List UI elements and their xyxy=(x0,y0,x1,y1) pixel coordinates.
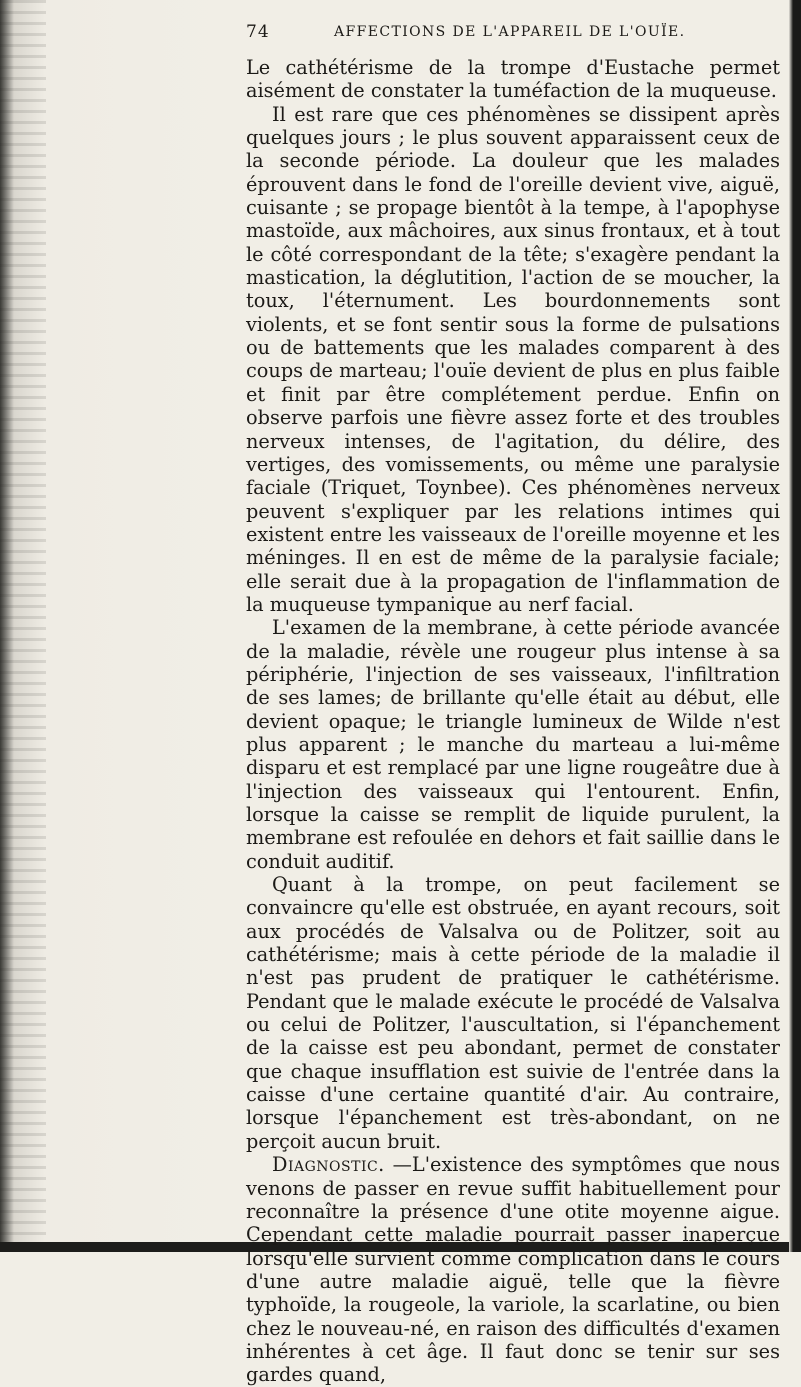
page-edge xyxy=(789,0,801,1252)
book-page xyxy=(246,20,780,1387)
paragraph: Le cathétérisme de la trompe d'Eustache permet aisément de constater la tuméfaction de la muqueuse. xyxy=(246,56,780,103)
page-header xyxy=(246,20,780,46)
binding-shadow xyxy=(0,0,46,1252)
page-number: 74 xyxy=(246,22,270,42)
diagnostic-text: —L'existence des symptômes que nous venons de passer en revue suffit habituellement pour reconnaître la présence d'une otite moyenne aigue. Cependant cette maladie pourrait passer inaperçue lorsqu'elle survient comme complication dans le cours d'une autre maladie aiguë, telle que la fièvre typhoïde, la rougeole, la variole, la scarlatine, ou bien chez le nouveau-né, en raison des difficultés d'examen inhérentes à cet âge. Il faut donc se tenir sur ses gardes quand, xyxy=(246,1153,780,1387)
section-heading: Diagnostic. xyxy=(272,1153,385,1177)
diagnostic-paragraph xyxy=(246,1153,780,1386)
paragraph: Il est rare que ces phénomènes se dissipent après quelques jours ; le plus souvent apparaissent ceux de la seconde période. La douleur que les malades éprouvent dans le fond de l'oreille devient vive, aiguë, cuisante ; se propage bientôt à la tempe, à l'apophyse mastoïde, aux mâchoires, aux sinus frontaux, et à tout le côté correspondant de la tête; s'exagère pendant la mastication, la déglutition, l'action de se moucher, la toux, l'éternument. Les bourdonnements sont violents, et se font sentir sous la forme de pulsations ou de battements que les malades comparent à des coups de marteau; l'ouïe devient de plus en plus faible et finit par être complétement perdue. Enfin on observe parfois une fièvre assez forte et des troubles nerveux intenses, de l'agitation, du délire, des vertiges, des vomissements, ou même une paralysie faciale (Triquet, Toynbee). Ces phénomènes nerveux peuvent s'expliquer par les relations intimes qui existent entre les vaisseaux de l'oreille moyenne et les méninges. Il en est de même de la paralysie faciale; elle serait due à la propagation de l'inflammation de la muqueuse tympanique au nerf facial. xyxy=(246,102,780,616)
paragraph: L'examen de la membrane, à cette période avancée de la maladie, révèle une rougeur plus intense à sa périphérie, l'injection de ses vaisseaux, l'infiltration de ses lames; de brillante qu'elle était au début, elle devient opaque; le triangle lumineux de Wilde n'est plus apparent ; le manche du marteau a lui-même disparu et est remplacé par une ligne rougeâtre due à l'injection des vaisseaux qui l'entourent. Enfin, lorsque la caisse se remplit de liquide purulent, la membrane est refoulée en dehors et fait saillie dans le conduit auditif. xyxy=(246,616,780,873)
paragraph: Quant à la trompe, on peut facilement se convaincre qu'elle est obstruée, en ayant recours, soit aux procédés de Valsalva ou de Politzer, soit au cathétérisme; mais à cette période de la maladie il n'est pas prudent de pratiquer le cathétérisme. Pendant que le malade exécute le procédé de Valsalva ou celui de Politzer, l'auscultation, si l'épanchement de la caisse est peu abondant, permet de constater que chaque insufflation est suivie de l'entrée dans la caisse d'une certaine quantité d'air. Au contraire, lorsque l'épanchement est très-abondant, on ne perçoit aucun bruit. xyxy=(246,873,780,1153)
running-head: AFFECTIONS DE L'APPAREIL DE L'OUÏE. xyxy=(334,24,686,40)
body-text xyxy=(246,56,780,1387)
